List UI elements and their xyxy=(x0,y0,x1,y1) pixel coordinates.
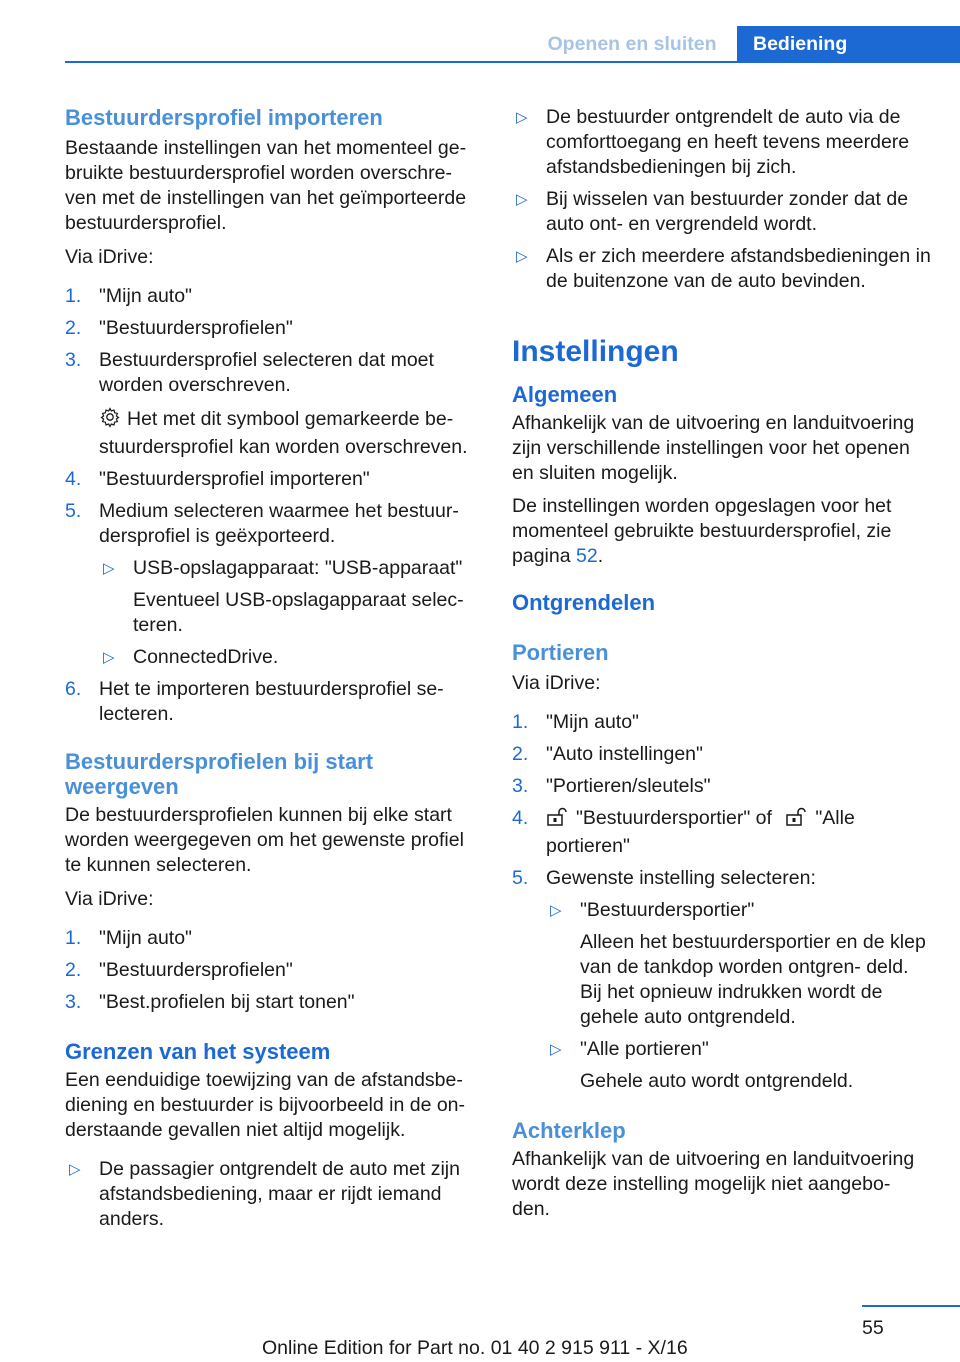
list-item xyxy=(65,1157,479,1232)
list-item xyxy=(99,645,479,670)
list-number: 1. xyxy=(65,285,82,307)
heading-doors: Portieren xyxy=(512,640,609,665)
list-text: "Bestuurdersprofiel importeren" xyxy=(99,468,370,490)
triangle-bullet-icon: ▷ xyxy=(516,191,528,208)
via-idrive-label: Via iDrive: xyxy=(65,888,154,910)
list-text: Eventueel USB-opslagapparaat selec- teren. xyxy=(133,589,464,636)
list-note xyxy=(546,930,932,1030)
list-number: 5. xyxy=(65,500,82,522)
paragraph-tailgate: Afhankelijk van de uitvoering en landuitvoering wordt deze instelling mogelijk niet aangebo- den. xyxy=(512,1148,915,1220)
triangle-bullet-icon: ▷ xyxy=(103,649,115,666)
page-header xyxy=(0,0,960,62)
symbol-note xyxy=(65,406,479,460)
list-text: De bestuurder ontgrendelt de auto via de comforttoegang en heeft tevens meerdere afstandsbedieningen bij zich. xyxy=(546,106,910,178)
heading-unlock: Ontgrendelen xyxy=(512,590,656,615)
sub-list-options xyxy=(512,898,932,1094)
list-text: USB-opslagapparaat: "USB-apparaat" xyxy=(133,557,463,579)
list-item xyxy=(65,284,479,309)
list-number: 5. xyxy=(512,867,529,889)
list-item xyxy=(546,1037,932,1062)
list-number: 1. xyxy=(65,927,82,949)
paragraph-general: Afhankelijk van de uitvoering en landuitvoering zijn verschillende instellingen voor het openen en sluiten mogelijk. xyxy=(512,412,915,484)
list-item xyxy=(512,710,932,735)
list-item xyxy=(512,866,932,891)
heading-general: Algemeen xyxy=(512,382,618,407)
list-number: 6. xyxy=(65,678,82,700)
paragraph-saved xyxy=(512,494,932,569)
heading-tailgate: Achterklep xyxy=(512,1118,626,1143)
list-number: 3. xyxy=(65,991,82,1013)
list-item xyxy=(65,677,479,727)
heading-system-limits: Grenzen van het systeem xyxy=(65,1039,331,1064)
list-start-steps xyxy=(65,926,479,1015)
list-text: "Bestuurdersprofielen" xyxy=(99,959,293,981)
list-door-steps xyxy=(512,710,932,1094)
right-column xyxy=(512,102,932,1222)
list-text: "Bestuurdersportier" xyxy=(580,899,755,921)
list-text: Medium selecteren waarmee het bestuur- dersprofiel is geëxporteerd. xyxy=(99,500,459,547)
paragraph-start: De bestuurdersprofielen kunnen bij elke start worden weergegeven om het gewenste profiel te kunnen selecteren. xyxy=(65,804,464,876)
page-link[interactable]: 52 xyxy=(575,545,598,567)
triangle-bullet-icon: ▷ xyxy=(516,109,528,126)
list-text: Gehele auto wordt ontgrendeld. xyxy=(580,1070,854,1092)
list-item xyxy=(512,774,932,799)
list-item xyxy=(512,244,932,294)
list-item xyxy=(512,105,932,180)
list-text: "Bestuurdersprofielen" xyxy=(99,317,293,339)
paragraph-limits: Een eenduidige toewijzing van de afstandsbe- diening en bestuurder is bijvoorbeeld in de on- derstaande gevallen niet altijd mogelijk. xyxy=(65,1069,466,1141)
list-text: "Mijn auto" xyxy=(99,927,192,949)
paragraph-saved-text: De instellingen worden opgeslagen voor het momenteel gebruikte bestuurdersprofiel, zie pagina xyxy=(512,495,892,567)
list-text: Bestuurdersprofiel selecteren dat moet worden overschreven. xyxy=(99,349,434,396)
list-item xyxy=(99,556,479,581)
list-number: 3. xyxy=(65,349,82,371)
list-number: 2. xyxy=(65,317,82,339)
list-number: 3. xyxy=(512,775,529,797)
list-text: "Best.profielen bij start tonen" xyxy=(99,991,355,1013)
list-item xyxy=(512,187,932,237)
page-number: 55 xyxy=(862,1317,884,1339)
door-unlock-icon xyxy=(546,807,568,834)
list-text: De passagier ontgrendelt de auto met zijn afstandsbediening, maar er rijdt iemand anders. xyxy=(99,1158,460,1230)
list-text: Gewenste instelling selecteren: xyxy=(546,867,816,889)
list-number: 2. xyxy=(512,743,529,765)
list-item xyxy=(65,467,479,492)
heading-profiles-at-start: Bestuurdersprofielen bij start weergeven xyxy=(65,749,374,799)
list-import-steps xyxy=(65,284,479,727)
list-note xyxy=(546,1069,932,1094)
tab-openen-en-sluiten[interactable]: Openen en sluiten xyxy=(547,33,717,55)
list-text: "Alle portieren" xyxy=(546,807,855,857)
triangle-bullet-icon: ▷ xyxy=(516,248,528,265)
list-item xyxy=(65,990,479,1015)
triangle-bullet-icon: ▷ xyxy=(103,560,115,577)
paragraph-import: Bestaande instellingen van het momenteel ge- bruikte bestuurdersprofiel worden overschre- ven met de instellingen van het geïmporteerde bestuurdersprofiel. xyxy=(65,137,467,234)
footer-rule xyxy=(862,1305,960,1307)
list-item xyxy=(546,898,932,923)
list-text: ConnectedDrive. xyxy=(133,646,279,668)
list-item xyxy=(65,958,479,983)
triangle-bullet-icon: ▷ xyxy=(69,1161,81,1178)
heading-import-profile: Bestuurdersprofiel importeren xyxy=(65,105,383,130)
list-item xyxy=(65,316,479,341)
list-number: 2. xyxy=(65,959,82,981)
list-item xyxy=(65,499,479,549)
heading-settings: Instellingen xyxy=(512,335,679,368)
edition-footer: Online Edition for Part no. 01 40 2 915 911 - X/16 xyxy=(262,1337,688,1359)
triangle-bullet-icon: ▷ xyxy=(550,902,562,919)
triangle-bullet-icon: ▷ xyxy=(550,1041,562,1058)
list-item xyxy=(65,348,479,398)
list-text: "Mijn auto" xyxy=(99,285,192,307)
via-idrive-label: Via iDrive: xyxy=(512,672,601,694)
list-text: Het te importeren bestuurdersprofiel se- lecteren. xyxy=(99,678,444,725)
via-idrive-label: Via iDrive: xyxy=(65,246,154,268)
list-item xyxy=(65,926,479,951)
list-number: 1. xyxy=(512,711,529,733)
list-text: "Mijn auto" xyxy=(546,711,639,733)
left-column xyxy=(65,102,479,1232)
tab-bediening[interactable]: Bediening xyxy=(737,26,960,62)
header-rule xyxy=(65,61,960,63)
list-note xyxy=(99,588,479,638)
gear-icon xyxy=(99,406,121,435)
list-text: Bij wisselen van bestuurder zonder dat de auto ont- en vergrendeld wordt. xyxy=(546,188,909,235)
list-text: "Alle portieren" xyxy=(580,1038,709,1060)
list-item xyxy=(512,806,932,859)
list-item xyxy=(512,742,932,767)
list-number: 4. xyxy=(65,468,82,490)
list-text: Als er zich meerdere afstandsbedieningen in de buitenzone van de auto bevinden. xyxy=(546,245,931,292)
list-text: "Bestuurdersportier" of xyxy=(576,807,772,829)
symbol-note-text: Het met dit symbool gemarkeerde be- stuurdersprofiel kan worden overschreven. xyxy=(99,408,468,458)
paragraph-saved-end: . xyxy=(597,545,604,567)
door-unlock-icon xyxy=(785,807,807,834)
list-text: "Portieren/sleutels" xyxy=(546,775,711,797)
list-text: "Auto instellingen" xyxy=(546,743,703,765)
sub-list-media xyxy=(65,556,479,670)
list-number: 4. xyxy=(512,807,529,829)
list-text: Alleen het bestuurdersportier en de klep van de tankdop worden ontgren- deld. Bij het opnieuw indrukken wordt de gehele auto ontgrendeld. xyxy=(580,931,926,1028)
